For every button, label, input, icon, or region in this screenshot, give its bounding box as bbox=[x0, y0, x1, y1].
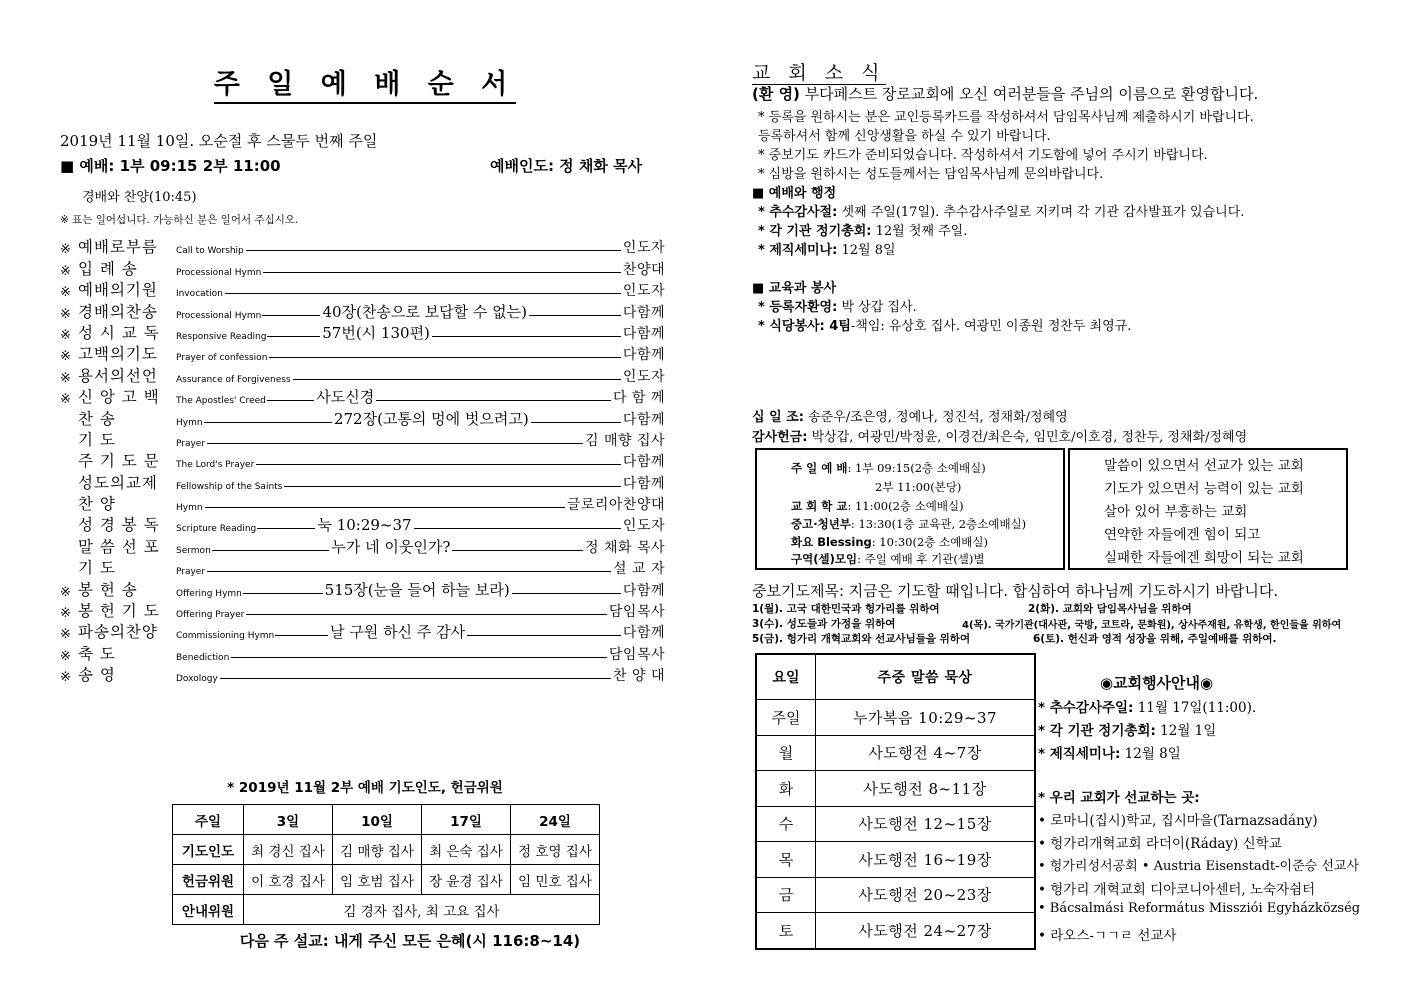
bible-day: 월 bbox=[756, 735, 816, 771]
order-mark: ※ bbox=[60, 392, 71, 408]
leader-dots bbox=[243, 593, 323, 594]
order-english-name: Commissioning Hymn bbox=[176, 631, 275, 642]
order-korean-name: 예배로부름 bbox=[78, 238, 158, 257]
stand-note: ※ 표는 일어섭니다. 가능하신 분은 일어서 주십시오. bbox=[60, 214, 299, 226]
leader-dots bbox=[256, 464, 621, 465]
thanks-label: 감사헌금: bbox=[752, 430, 808, 445]
tithe-label: 십 일 조: bbox=[752, 410, 804, 425]
order-item bbox=[60, 621, 665, 642]
event-item bbox=[1038, 696, 1256, 716]
order-korean-name: 말 씀 선 포 bbox=[78, 537, 160, 556]
leader-dots bbox=[376, 400, 611, 401]
leader-dots bbox=[205, 507, 565, 508]
leader-dots bbox=[246, 250, 621, 251]
bible-ref: 사도행전 20~23장 bbox=[816, 877, 1036, 913]
roster-row-label: 기도인도 bbox=[173, 835, 244, 865]
news-item bbox=[758, 296, 917, 315]
order-leader: 다 함 께 bbox=[613, 390, 665, 407]
news-item bbox=[758, 201, 1244, 220]
table-row bbox=[756, 735, 1035, 771]
order-english-name: Doxology bbox=[176, 674, 218, 685]
roster-cell: 장 윤경 집사 bbox=[422, 865, 511, 895]
schedule-text: 2부 11:00(본당) bbox=[875, 480, 962, 494]
schedule-line bbox=[791, 498, 964, 514]
order-item bbox=[60, 386, 665, 407]
leader-dots bbox=[212, 550, 330, 551]
schedule-line bbox=[791, 460, 986, 476]
tithe-names: 송준우/조은영, 정예나, 정진석, 정채화/정혜영 bbox=[803, 410, 1068, 425]
order-english-name: Prayer bbox=[176, 438, 206, 449]
roster-head-cell: 주일 bbox=[173, 805, 244, 835]
news-item bbox=[758, 220, 967, 239]
table-row bbox=[173, 835, 600, 865]
thanks-offering-line bbox=[752, 426, 1247, 445]
order-korean-name: 축 도 bbox=[78, 644, 116, 663]
news-item-label: * 식당봉사: 4팀 bbox=[758, 319, 851, 334]
motto-box bbox=[1068, 448, 1348, 570]
order-mark: ※ bbox=[60, 285, 71, 301]
bible-ref: 누가복음 10:29~37 bbox=[816, 700, 1036, 736]
leader-dots bbox=[293, 379, 621, 380]
roster-row-label: 헌금위원 bbox=[173, 865, 244, 895]
order-leader: 인도자 bbox=[622, 240, 665, 257]
bible-ref: 사도행전 12~15장 bbox=[816, 806, 1036, 842]
bible-day: 토 bbox=[756, 913, 816, 949]
motto-line: 기도가 있으면서 능력이 있는 교회 bbox=[1104, 481, 1304, 497]
bible-head-day: 요일 bbox=[756, 654, 816, 700]
order-korean-name: 성 시 교 독 bbox=[78, 323, 160, 342]
date-line: 2019년 11월 10일. 오순절 후 스물두 번째 주일 bbox=[60, 132, 378, 150]
order-english-name: Offering Prayer bbox=[176, 610, 245, 621]
mission-title bbox=[1038, 786, 1200, 806]
mission-title-text: * 우리 교회가 선교하는 곳: bbox=[1038, 790, 1200, 806]
welcome-text: 부다페스트 장로교회에 오신 여러분들을 주님의 이름으로 환영합니다. bbox=[799, 85, 1259, 103]
order-korean-name: 예배의기원 bbox=[78, 281, 158, 300]
service-times: ■ 예배: 1부 09:15 2부 11:00 bbox=[60, 157, 281, 175]
news-item-text: 박 상갑 집사. bbox=[837, 300, 917, 315]
roster-head-cell: 24일 bbox=[511, 805, 600, 835]
table-row bbox=[173, 895, 600, 925]
roster-table bbox=[172, 804, 600, 925]
order-leader: 담임목사 bbox=[608, 646, 665, 663]
order-korean-name: 경배의찬송 bbox=[78, 302, 158, 321]
order-english-name: Processional Hymn bbox=[176, 267, 262, 278]
order-english-name: Benediction bbox=[176, 652, 230, 663]
order-english-name: Processional Hymn bbox=[176, 310, 262, 321]
order-detail: 사도신경 bbox=[316, 388, 375, 407]
section-worship: ■ 예배와 행정 bbox=[752, 186, 837, 201]
news-item-label: * 각 기관 정기총회: bbox=[758, 224, 872, 239]
roster-cell: 최 경신 집사 bbox=[244, 835, 333, 865]
order-item bbox=[60, 300, 665, 321]
event-item bbox=[1038, 742, 1181, 762]
order-item bbox=[60, 322, 665, 343]
order-mark: ※ bbox=[60, 648, 71, 664]
order-english-name: Invocation bbox=[176, 289, 223, 300]
order-item bbox=[60, 557, 665, 578]
order-mark: ※ bbox=[60, 606, 71, 622]
roster-cell: 정 호영 집사 bbox=[511, 835, 600, 865]
bible-ref: 사도행전 8~11장 bbox=[816, 771, 1036, 807]
leader-dots bbox=[432, 336, 621, 337]
order-leader: 다함께 bbox=[622, 325, 665, 342]
order-leader: 다함께 bbox=[622, 411, 665, 428]
table-row bbox=[756, 771, 1035, 807]
order-leader: 담임목사 bbox=[608, 604, 665, 621]
order-mark: ※ bbox=[60, 627, 71, 643]
order-item bbox=[60, 279, 665, 300]
leader-dots bbox=[267, 400, 314, 401]
event-text: 12월 8일 bbox=[1120, 746, 1181, 762]
table-row bbox=[173, 865, 600, 895]
order-leader: 인도자 bbox=[622, 518, 665, 535]
roster-cell: 임 호범 집사 bbox=[333, 865, 422, 895]
order-korean-name: 송 영 bbox=[78, 666, 116, 685]
news-item-text: 12월 8일 bbox=[837, 243, 896, 258]
order-item bbox=[60, 535, 665, 556]
leader-dots bbox=[220, 678, 611, 679]
schedule-line bbox=[791, 516, 1026, 532]
bible-ref: 사도행전 4~7장 bbox=[816, 735, 1036, 771]
order-mark: ※ bbox=[60, 370, 71, 386]
leader-dots bbox=[207, 443, 583, 444]
order-english-name: Responsive Reading bbox=[176, 331, 267, 342]
table-row bbox=[756, 913, 1035, 949]
bible-day: 주일 bbox=[756, 700, 816, 736]
motto-line: 살아 있어 부흥하는 교회 bbox=[1104, 504, 1248, 520]
leader-dots bbox=[207, 571, 611, 572]
schedule-label: 구역(셀)모임 bbox=[791, 552, 858, 566]
order-english-name: Fellowship of the Saints bbox=[176, 481, 283, 492]
roster-head-cell: 17일 bbox=[422, 805, 511, 835]
mission-item: • 로마니(집시)학교, 집시마을(Tarnazsadány) bbox=[1038, 813, 1318, 829]
leader-dots bbox=[231, 657, 607, 658]
order-detail: 40장(찬송으로 보답할 수 없는) bbox=[322, 302, 527, 321]
welcome-line bbox=[752, 83, 1258, 104]
schedule-line bbox=[791, 551, 985, 567]
motto-line: 실패한 자들에겐 희망이 되는 교회 bbox=[1104, 550, 1304, 566]
mission-item: • 헝가리개혁교회 라더이(Ráday) 신학교 bbox=[1038, 836, 1282, 852]
roster-head-cell: 10일 bbox=[333, 805, 422, 835]
worship-leader: 예배인도: 정 채화 목사 bbox=[490, 157, 643, 175]
leader-dots bbox=[263, 272, 621, 273]
roster-title: * 2019년 11월 2부 예배 기도인도, 헌금위원 bbox=[227, 780, 503, 796]
leader-dots bbox=[467, 635, 621, 636]
schedule-line bbox=[791, 534, 988, 550]
next-sermon: 다음 주 설교: 내게 주신 모든 은혜(시 116:8~14) bbox=[239, 932, 581, 950]
order-detail: 눅 10:29~37 bbox=[317, 516, 412, 535]
order-item bbox=[60, 236, 665, 257]
order-item bbox=[60, 364, 665, 385]
leader-dots bbox=[512, 593, 621, 594]
order-korean-name: 신 앙 고 백 bbox=[78, 388, 160, 407]
mission-item: • Bácsalmási Református Missziói Egyházközség bbox=[1038, 901, 1361, 916]
prayer-item: 4(목). 국가기관(대사관, 국방, 코트라, 문화원), 상사주재원, 유학생, 한인들을 위하여 bbox=[962, 620, 1342, 631]
order-detail: 515장(눈을 들어 하늘 보라) bbox=[324, 580, 510, 599]
roster-head-cell: 3일 bbox=[244, 805, 333, 835]
roster-row-label: 안내위원 bbox=[173, 895, 244, 925]
news-item-label: * 제직세미나: bbox=[758, 243, 838, 258]
schedule-label: 중고·청년부 bbox=[791, 517, 851, 531]
leader-dots bbox=[529, 315, 621, 316]
bible-ref: 사도행전 24~27장 bbox=[816, 913, 1036, 949]
order-leader: 다함께 bbox=[622, 582, 665, 599]
prayer-item: 2(화). 교회와 담임목사님을 위하여 bbox=[1028, 603, 1192, 615]
order-leader: 다함께 bbox=[622, 304, 665, 321]
welcome-note: * 등록을 원하시는 분은 교인등록카드를 작성하셔서 담임목사님께 제출하시기 바랍니다. bbox=[758, 110, 1254, 125]
order-english-name: Hymn bbox=[176, 417, 203, 428]
leader-dots bbox=[269, 357, 621, 358]
order-leader: 찬 양 대 bbox=[613, 668, 665, 685]
order-mark: ※ bbox=[60, 263, 71, 279]
event-label: * 각 기관 정기총회: bbox=[1038, 723, 1156, 739]
order-leader: 찬양대 bbox=[622, 261, 665, 278]
news-item-text: 12월 첫째 주일. bbox=[871, 224, 968, 239]
prayer-title: 중보기도제목: 지금은 기도할 때입니다. 합심하여 하나님께 기도하시기 바랍니다. bbox=[752, 582, 1279, 600]
order-english-name: Scripture Reading bbox=[176, 524, 257, 535]
page-title-text: 주 일 예 배 순 서 bbox=[214, 69, 517, 104]
leader-dots bbox=[284, 486, 621, 487]
bible-ref: 사도행전 16~19장 bbox=[816, 842, 1036, 878]
order-mark: ※ bbox=[60, 306, 71, 322]
order-item bbox=[60, 429, 665, 450]
section-education: ■ 교육과 봉사 bbox=[752, 281, 837, 296]
order-item bbox=[60, 450, 665, 471]
order-item bbox=[60, 642, 665, 663]
events-title: ◉교회행사안내◉ bbox=[1100, 674, 1214, 692]
page-title bbox=[0, 62, 730, 101]
order-detail: 누가 네 이웃인가? bbox=[331, 537, 451, 556]
roster-guide-cell: 김 경자 집사, 최 고요 집사 bbox=[244, 895, 600, 925]
news-item bbox=[758, 315, 1131, 334]
order-leader: 다함께 bbox=[622, 454, 665, 471]
order-leader: 설 교 자 bbox=[613, 561, 665, 578]
event-label: * 제직세미나: bbox=[1038, 746, 1121, 762]
schedule-text: : 10:30(2층 소예배실) bbox=[871, 535, 988, 549]
event-item bbox=[1038, 719, 1216, 739]
order-item bbox=[60, 600, 665, 621]
news-item bbox=[758, 239, 896, 258]
order-english-name: Prayer bbox=[176, 567, 206, 578]
schedule-label: 주 일 예 배 bbox=[791, 461, 848, 475]
motto-line: 말씀이 있으면서 선교가 있는 교회 bbox=[1104, 458, 1304, 474]
table-row bbox=[756, 700, 1035, 736]
bible-day: 금 bbox=[756, 877, 816, 913]
event-label: * 추수감사주일: bbox=[1038, 700, 1134, 716]
order-english-name: Sermon bbox=[176, 545, 211, 556]
order-item bbox=[60, 578, 665, 599]
mission-item: • 헝가리 개혁교회 디아코니아센터, 노숙자쉼터 bbox=[1038, 882, 1316, 898]
schedule-label: 교 회 학 교 bbox=[791, 499, 848, 513]
roster-cell: 임 민호 집사 bbox=[511, 865, 600, 895]
schedule-text: : 13:30(1층 교육관, 2층소예배실) bbox=[850, 517, 1027, 531]
table-row bbox=[756, 877, 1035, 913]
order-korean-name: 주 기 도 문 bbox=[78, 452, 160, 471]
mission-item: • 라오스-ㄱㄱㄹ 선교사 bbox=[1038, 928, 1177, 944]
leader-dots bbox=[531, 422, 621, 423]
welcome-note: * 심방을 원하시는 성도들께서는 담임목사님께 문의바랍니다. bbox=[758, 167, 1104, 182]
order-korean-name: 봉 헌 기 도 bbox=[78, 602, 160, 621]
order-item bbox=[60, 257, 665, 278]
welcome-note: * 중보기도 카드가 준비되었습니다. 작성하셔서 기도함에 넣어 주시기 바랍니다. bbox=[758, 148, 1208, 163]
order-item bbox=[60, 514, 665, 535]
order-korean-name: 기 도 bbox=[78, 430, 116, 449]
roster-header-row bbox=[173, 805, 600, 835]
news-item-text: -책임: 유상호 집사. 여광민 이종원 정찬두 최영규. bbox=[850, 319, 1132, 334]
bible-day: 목 bbox=[756, 842, 816, 878]
order-mark: ※ bbox=[60, 584, 71, 600]
welcome-note: 등록하셔서 함께 신앙생활을 하실 수 있기 바랍니다. bbox=[758, 129, 1051, 144]
order-english-name: Hymn bbox=[176, 503, 203, 514]
bible-day: 수 bbox=[756, 806, 816, 842]
bible-header-row bbox=[756, 654, 1035, 700]
prelude: 경배와 찬양(10:45) bbox=[82, 190, 197, 205]
leader-dots bbox=[257, 528, 315, 529]
table-row bbox=[756, 806, 1035, 842]
order-leader: 김 매향 집사 bbox=[584, 432, 665, 449]
order-english-name: Offering Hymn bbox=[176, 588, 242, 599]
order-leader: 인도자 bbox=[622, 283, 665, 300]
order-korean-name: 찬 송 bbox=[78, 409, 116, 428]
news-item-text: 셋째 주일(17일). 추수감사주일로 지키며 각 기관 감사발표가 있습니다. bbox=[837, 205, 1245, 220]
order-detail: 날 구원 하신 주 감사 bbox=[330, 623, 466, 642]
schedule-label: 화요 Blessing bbox=[791, 535, 872, 549]
bible-day: 화 bbox=[756, 771, 816, 807]
table-row bbox=[756, 842, 1035, 878]
news-title bbox=[752, 58, 886, 85]
thanks-names: 박상갑, 여광민/박정윤, 이경건/최은숙, 임민호/이호경, 정찬두, 정채화/정혜영 bbox=[807, 430, 1248, 445]
order-leader: 정 채화 목사 bbox=[584, 539, 665, 556]
order-item bbox=[60, 664, 665, 685]
leader-dots bbox=[225, 293, 621, 294]
leader-dots bbox=[452, 550, 583, 551]
order-korean-name: 입 례 송 bbox=[78, 259, 138, 278]
order-korean-name: 기 도 bbox=[78, 559, 116, 578]
order-detail: 272장(고통의 멍에 벗으려고) bbox=[333, 409, 529, 428]
order-item bbox=[60, 343, 665, 364]
order-korean-name: 파송의찬양 bbox=[78, 623, 158, 642]
tithe-line bbox=[752, 406, 1068, 425]
leader-dots bbox=[262, 315, 320, 316]
bible-head-ref: 주중 말씀 묵상 bbox=[816, 654, 1036, 700]
order-leader: 다함께 bbox=[622, 625, 665, 642]
roster-cell: 이 호경 집사 bbox=[244, 865, 333, 895]
event-text: 11월 17일(11:00). bbox=[1133, 700, 1257, 716]
news-title-text: 교 회 소 식 bbox=[752, 62, 886, 84]
event-text: 12월 1일 bbox=[1155, 723, 1217, 739]
news-item-label: * 추수감사절: bbox=[758, 205, 838, 220]
order-korean-name: 성 경 봉 독 bbox=[78, 516, 160, 535]
leader-dots bbox=[275, 635, 328, 636]
order-leader: 글로리아찬양대 bbox=[566, 497, 665, 514]
order-of-worship bbox=[60, 236, 665, 685]
order-english-name: The Lord's Prayer bbox=[176, 460, 255, 471]
order-leader: 다함께 bbox=[622, 475, 665, 492]
order-english-name: The Apostles' Creed bbox=[176, 396, 266, 407]
order-mark: ※ bbox=[60, 670, 71, 686]
order-english-name: Prayer of confession bbox=[176, 353, 268, 364]
order-mark: ※ bbox=[60, 242, 71, 258]
prayer-item: 5(금). 헝가리 개혁교회와 선교사님들을 위하여 bbox=[752, 633, 971, 645]
order-korean-name: 용서의선언 bbox=[78, 366, 158, 385]
order-item bbox=[60, 493, 665, 514]
order-korean-name: 찬 양 bbox=[78, 495, 116, 514]
prayer-item: 3(수). 성도들과 가정을 위하여 bbox=[752, 618, 896, 630]
prayer-item: 6(토). 헌신과 영적 성장을 위해, 주일예배를 위하여. bbox=[1033, 633, 1277, 645]
leader-dots bbox=[204, 422, 332, 423]
leader-dots bbox=[246, 614, 607, 615]
order-leader: 다함께 bbox=[622, 347, 665, 364]
motto-line: 연약한 자들에겐 힘이 되고 bbox=[1104, 527, 1261, 543]
schedule-line bbox=[875, 479, 961, 495]
schedule-box bbox=[755, 448, 1065, 570]
order-korean-name: 봉 헌 송 bbox=[78, 580, 138, 599]
news-item-label: * 등록자환영: bbox=[758, 300, 838, 315]
order-mark: ※ bbox=[60, 327, 71, 343]
schedule-text: : 1부 09:15(2층 소예배실) bbox=[847, 461, 986, 475]
order-mark: ※ bbox=[60, 349, 71, 365]
order-item bbox=[60, 407, 665, 428]
leader-dots bbox=[267, 336, 320, 337]
order-leader: 인도자 bbox=[622, 368, 665, 385]
order-detail: 57번(시 130편) bbox=[322, 323, 430, 342]
welcome-prefix: (환 영) bbox=[752, 85, 800, 103]
bible-reading-table bbox=[755, 653, 1036, 950]
roster-cell: 김 매향 집사 bbox=[333, 835, 422, 865]
roster-cell: 최 은숙 집사 bbox=[422, 835, 511, 865]
order-item bbox=[60, 471, 665, 492]
order-english-name: Call to Worship bbox=[176, 246, 244, 257]
order-english-name: Assurance of Forgiveness bbox=[176, 374, 291, 385]
leader-dots bbox=[414, 528, 621, 529]
order-korean-name: 고백의기도 bbox=[78, 345, 158, 364]
mission-item: • 헝가리성서공회 • Austria Eisenstadt-이준승 선교사 bbox=[1038, 859, 1359, 874]
prayer-item: 1(월). 고국 대한민국과 헝가리를 위하여 bbox=[752, 603, 940, 615]
order-korean-name: 성도의교제 bbox=[78, 473, 158, 492]
schedule-text: : 11:00(2층 소예배실) bbox=[847, 499, 964, 513]
schedule-text: : 주일 예배 후 기관(셀)별 bbox=[857, 552, 985, 566]
